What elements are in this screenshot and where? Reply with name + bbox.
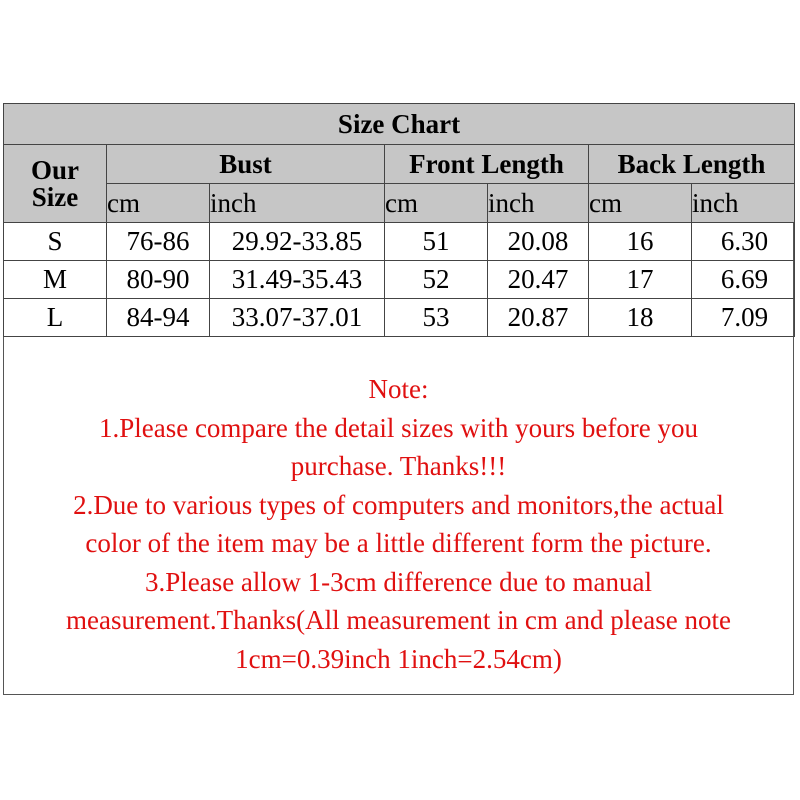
table-row	[4, 223, 795, 261]
table-title: Size Chart	[4, 104, 795, 145]
size-cell: M	[4, 261, 107, 299]
note-line: 1cm=0.39inch 1inch=2.54cm)	[235, 643, 562, 674]
back-cm-cell: 17	[589, 261, 692, 299]
size-chart-table	[3, 103, 795, 337]
back-inch-cell: 6.69	[692, 261, 795, 299]
front-cm-cell: 53	[385, 299, 488, 337]
back-inch-cell: 6.30	[692, 223, 795, 261]
unit-header: inch	[488, 184, 589, 223]
note-line: purchase. Thanks!!!	[290, 451, 507, 481]
front-cm-cell: 52	[385, 261, 488, 299]
size-header-line2: Size	[31, 181, 79, 212]
front-inch-cell: 20.87	[488, 299, 589, 337]
table-row	[4, 261, 795, 299]
bust-cm-cell: 84-94	[107, 299, 210, 337]
back-cm-cell: 16	[589, 223, 692, 261]
table-row	[4, 299, 795, 337]
front-inch-cell: 20.47	[488, 261, 589, 299]
bust-inch-cell: 29.92-33.85	[210, 223, 385, 261]
back-length-header: Back Length	[589, 145, 795, 184]
notes-block	[4, 370, 793, 678]
front-cm-cell: 51	[385, 223, 488, 261]
bust-header: Bust	[107, 145, 385, 184]
unit-header: cm	[589, 184, 692, 223]
front-inch-cell: 20.08	[488, 223, 589, 261]
bust-cm-cell: 80-90	[107, 261, 210, 299]
back-cm-cell: 18	[589, 299, 692, 337]
note-line: measurement.Thanks(All measurement in cm and please note	[65, 605, 732, 635]
note-line: 2.Due to various types of computers and monitors,the actual	[73, 489, 724, 520]
unit-header: cm	[107, 184, 210, 223]
bust-inch-cell: 31.49-35.43	[210, 261, 385, 299]
size-cell: L	[4, 299, 107, 337]
note-line: 1.Please compare the detail sizes with yours before you	[98, 412, 699, 443]
size-column-header	[4, 145, 107, 223]
bust-inch-cell: 33.07-37.01	[210, 299, 385, 337]
back-inch-cell: 7.09	[692, 299, 795, 337]
note-heading: Note:	[368, 374, 429, 404]
size-cell: S	[4, 223, 107, 261]
note-line: 3.Please allow 1-3cm difference due to manual	[144, 566, 653, 597]
size-header-line1: Our	[30, 154, 79, 185]
bust-cm-cell: 76-86	[107, 223, 210, 261]
front-length-header: Front Length	[385, 145, 589, 184]
note-line: color of the item may be a little different form the picture.	[85, 528, 712, 558]
unit-header: inch	[692, 184, 795, 223]
unit-header: inch	[210, 184, 385, 223]
unit-header: cm	[385, 184, 488, 223]
